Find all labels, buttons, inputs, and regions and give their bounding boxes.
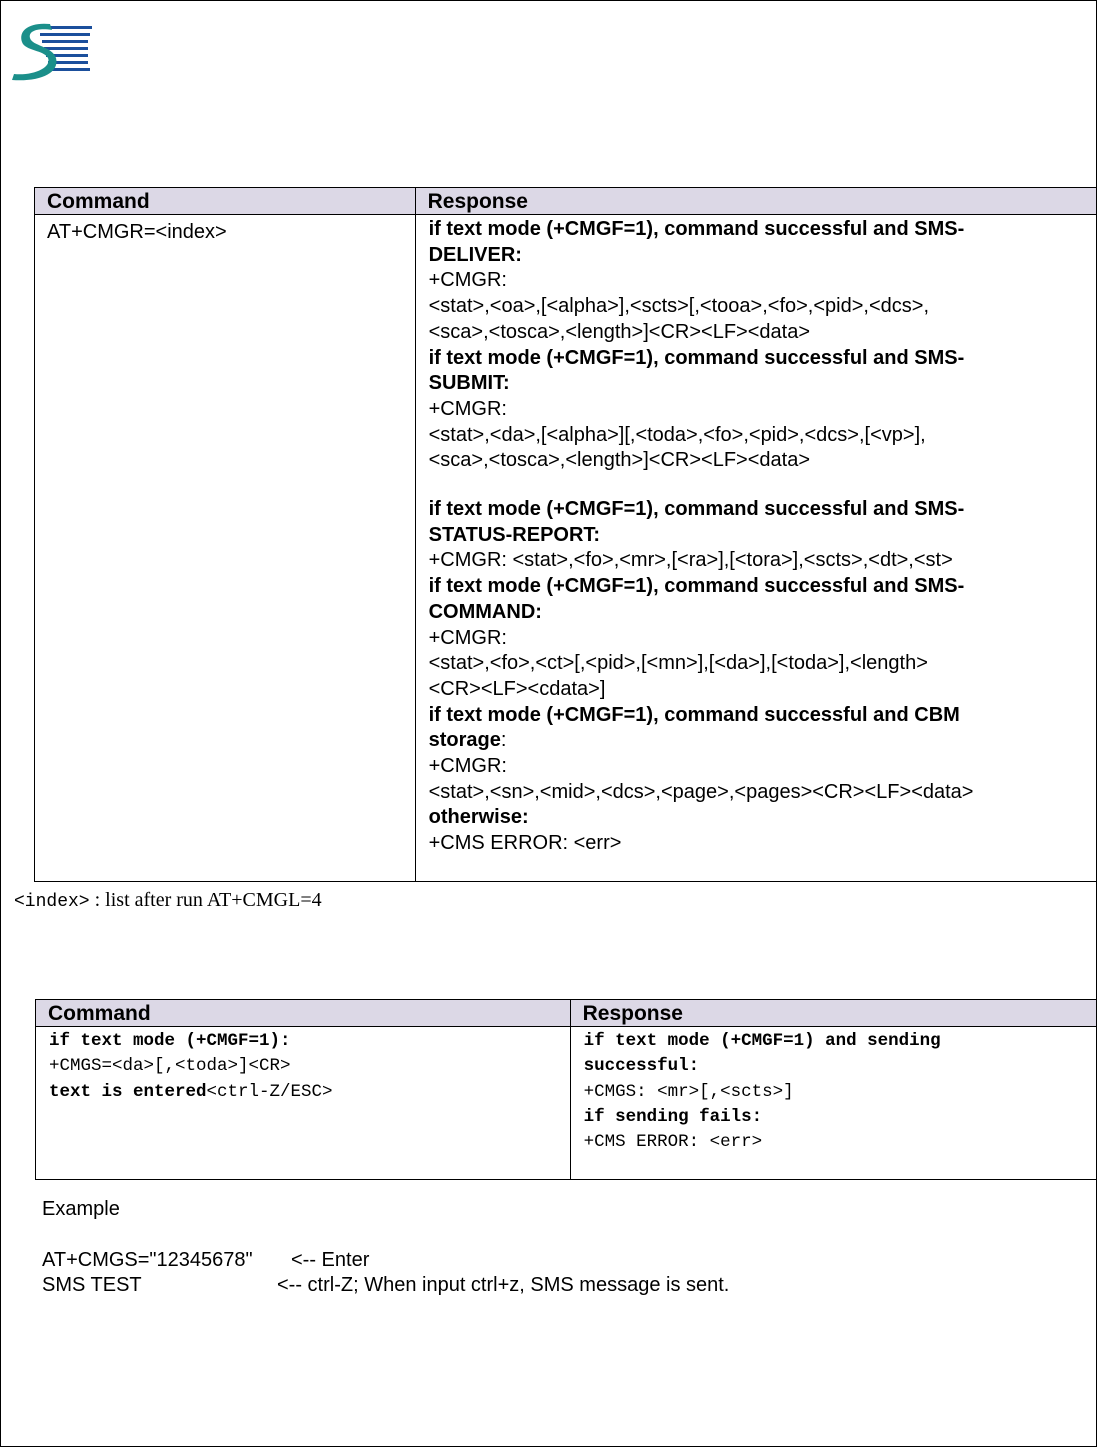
response-line: <CR><LF><cdata>] (428, 677, 606, 700)
response-line: +CMGR: (428, 626, 507, 649)
response-line: +CMS ERROR: <err> (428, 832, 622, 855)
code-line: if text mode (+CMGF=1): (49, 1031, 291, 1051)
example-note-2: <-- ctrl-Z; When input ctrl+z, SMS message is sent. (277, 1274, 730, 1296)
code-line: successful: (583, 1056, 700, 1077)
code-line: +CMGS: <mr>[,<scts>] (583, 1081, 794, 1102)
response-line (429, 474, 1083, 497)
table-header-row (36, 1000, 1097, 1027)
code-line: if text mode (+CMGF=1) and sending (583, 1031, 941, 1051)
response-line: DELIVER: (428, 243, 522, 266)
code-line: +CMGS=<da>[,<toda>]<CR> (49, 1056, 291, 1077)
example-command-1: AT+CMGS="12345678" (42, 1249, 253, 1271)
response-line: +CMGR: (428, 397, 507, 420)
response-line: <stat>,<sn>,<mid>,<dcs>,<page>,<pages><CR><LF><data> (428, 780, 974, 803)
response-line: if text mode (+CMGF=1), command successful and CBM (428, 703, 960, 726)
response-line: +CMGR: (428, 755, 507, 778)
response-line: if text mode (+CMGF=1), command successful and SMS- (428, 346, 965, 369)
response-line: <sca>,<tosca>,<length>]<CR><LF><data> (428, 320, 811, 343)
at-cmgr-table (34, 187, 1097, 882)
company-logo (10, 20, 94, 82)
command-lines (37, 1028, 569, 1105)
response-line: storage: (428, 729, 507, 752)
command-header: Command (35, 188, 416, 215)
index-note-text: : list after run AT+CMGL=4 (89, 889, 322, 911)
table-header-row (35, 188, 1097, 215)
code-line: if sending fails: (583, 1106, 763, 1127)
command-header: Command (36, 1000, 571, 1027)
response-line: <stat>,<fo>,<ct>[,<pid>,[<mn>],[<da>],[<toda>],<length> (428, 652, 928, 675)
response-line: if text mode (+CMGF=1), command successful and SMS- (428, 575, 965, 598)
command-cell: AT+CMGR=<index> (35, 215, 416, 882)
example-title: Example (42, 1198, 120, 1220)
response-cell (415, 215, 1096, 882)
table-row (35, 215, 1097, 882)
response-line: <stat>,<da>,[<alpha>][,<toda>,<fo>,<pid>,<dcs>,[<vp>], (428, 423, 926, 446)
at-cmgs-table (35, 999, 1097, 1180)
command-cell (36, 1027, 571, 1180)
response-line: if text mode (+CMGF=1), command successful and SMS- (428, 218, 965, 240)
response-header: Response (415, 188, 1096, 215)
response-line: <sca>,<tosca>,<length>]<CR><LF><data> (428, 449, 811, 472)
response-line: +CMGR: <stat>,<fo>,<mr>,[<ra>],[<tora>],<scts>,<dt>,<st> (428, 549, 953, 572)
response-line: +CMGR: (428, 269, 507, 292)
response-cell (570, 1027, 1096, 1180)
response-line: SUBMIT: (428, 372, 510, 395)
code-line: +CMS ERROR: <err> (583, 1132, 763, 1153)
response-line: STATUS-REPORT: (428, 523, 601, 546)
index-note (14, 889, 322, 912)
example-note-1: <-- Enter (291, 1249, 370, 1271)
table-row (36, 1027, 1097, 1180)
code-line: text is entered<ctrl-Z/ESC> (49, 1081, 333, 1102)
response-line: otherwise: (428, 806, 529, 829)
response-lines (417, 216, 1095, 857)
response-header: Response (570, 1000, 1096, 1027)
response-lines (572, 1028, 1095, 1155)
response-line: if text mode (+CMGF=1), command successful and SMS- (428, 498, 965, 521)
response-line: COMMAND: (428, 600, 542, 623)
index-param: <index> (14, 892, 90, 912)
example-command-2: SMS TEST (42, 1274, 142, 1296)
response-line: <stat>,<oa>,[<alpha>],<scts>[,<tooa>,<fo>,<pid>,<dcs>, (428, 295, 929, 318)
